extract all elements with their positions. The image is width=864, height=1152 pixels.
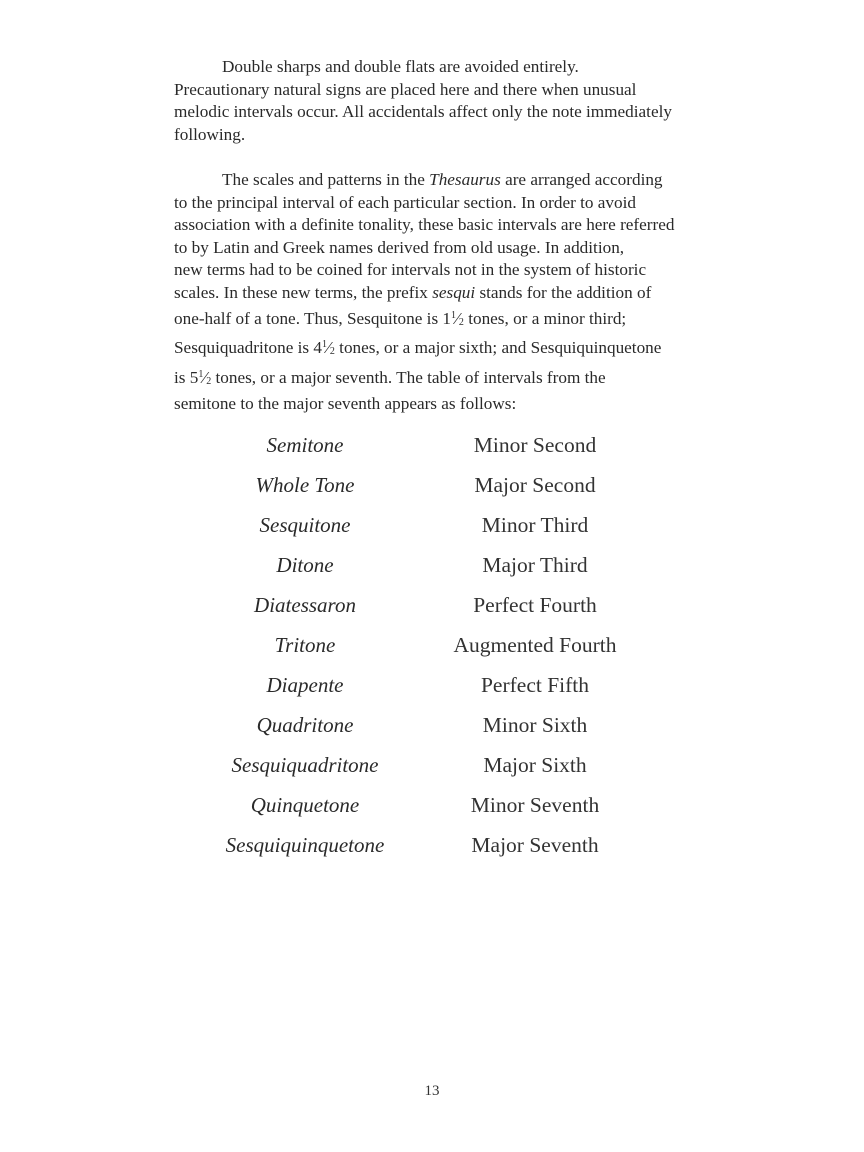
text-run: The scales and patterns in the <box>222 170 430 189</box>
text-run: tones, or a major seventh. The table of intervals from the <box>211 367 606 387</box>
latin-interval-name: Quinquetone <box>250 793 360 817</box>
latin-interval-name: Diatessaron <box>254 593 356 617</box>
english-interval-name: Augmented Fourth <box>453 633 617 657</box>
interval-table <box>0 425 864 865</box>
text-line: following. <box>174 124 246 144</box>
table-row <box>0 665 864 705</box>
text-line <box>174 282 702 305</box>
english-interval-name: Minor Third <box>481 513 589 537</box>
text-run: is 5 <box>174 367 199 387</box>
table-row <box>0 705 864 745</box>
english-interval-name: Minor Second <box>473 433 597 457</box>
latin-interval-name: Tritone <box>274 633 336 657</box>
table-row <box>0 545 864 585</box>
table-row <box>0 625 864 665</box>
text-line: Sesquiquadritone is $4^1⁄_2$ tones, or a major sixth; and Sesquiquinquetone <box>174 338 662 358</box>
latin-interval-name: Ditone <box>276 553 334 577</box>
english-interval-name: Minor Seventh <box>470 793 600 817</box>
text-run: tones, or a minor third; <box>463 308 627 328</box>
text-run: one-half of a tone. Thus, Sesquitone is 1 <box>174 308 452 328</box>
book-title: Thesaurus <box>429 170 501 189</box>
english-interval-name: Minor Sixth <box>482 713 588 737</box>
text-line: Precautionary natural signs are placed here and there when unusual <box>174 79 637 99</box>
table-row <box>0 465 864 505</box>
latin-interval-name: Sesquitone <box>259 513 351 537</box>
fraction-numerator: 1 <box>322 339 327 351</box>
text-line: melodic intervals occur. All accidentals affect only the note immediately <box>174 102 672 122</box>
text-line: to the principal interval of each particular section. In order to avoid <box>174 192 636 212</box>
text-line: to by Latin and Greek names derived from old usage. In addition, <box>174 237 625 257</box>
table-row <box>0 785 864 825</box>
table-row <box>0 425 864 465</box>
table-row <box>0 745 864 785</box>
english-interval-name: Perfect Fifth <box>480 673 590 697</box>
english-interval-name: Perfect Fourth <box>473 593 597 617</box>
fraction-numerator: 1 <box>451 309 457 321</box>
prefix-term: sesqui <box>432 282 476 302</box>
latin-interval-name: Quadritone <box>256 713 354 737</box>
latin-interval-name: Sesquiquadritone <box>231 753 379 777</box>
fraction-denominator: 2 <box>329 346 335 358</box>
table-row <box>0 825 864 865</box>
table-row <box>0 505 864 545</box>
fraction-numerator: 1 <box>198 368 204 380</box>
fraction-denominator: 2 <box>206 375 212 387</box>
english-interval-name: Major Seventh <box>471 833 599 857</box>
english-interval-name: Major Second <box>474 473 596 497</box>
latin-interval-name: Semitone <box>266 433 344 457</box>
paragraph-accidentals <box>174 56 702 146</box>
text-run: scales. In these new terms, the prefix <box>174 282 433 302</box>
table-row <box>0 585 864 625</box>
fraction-denominator: 2 <box>458 316 464 328</box>
page-number: 13 <box>424 1083 440 1099</box>
text-run: stands for the addition of <box>475 282 652 302</box>
text-line: is $5^1⁄_2$ tones, or a major seventh. The table of intervals from the <box>174 367 606 387</box>
text-line: association with a definite tonality, these basic intervals are here referred <box>174 215 675 235</box>
latin-interval-name: Sesquiquinquetone <box>225 833 385 857</box>
latin-interval-name: Diapente <box>266 673 344 697</box>
text-line: one-half of a tone. Thus, Sesquitone is $1^1⁄_2$ tones, or a minor third; <box>174 308 627 328</box>
text-line: Double sharps and double flats are avoided entirely. <box>222 57 579 76</box>
text-line: new terms had to be coined for intervals not in the system of historic <box>174 260 647 280</box>
text-line <box>174 169 702 192</box>
paragraph-interval-names <box>174 169 702 416</box>
text-run: are arranged according <box>500 170 663 189</box>
english-interval-name: Major Third <box>482 553 588 577</box>
latin-interval-name: Whole Tone <box>255 473 355 497</box>
english-interval-name: Major Sixth <box>483 753 587 777</box>
text-run: tones, or a major sixth; and Sesquiquinquetone <box>334 338 662 358</box>
text-line: semitone to the major seventh appears as follows: <box>174 394 517 414</box>
text-run: Sesquiquadritone is 4 <box>174 338 322 358</box>
